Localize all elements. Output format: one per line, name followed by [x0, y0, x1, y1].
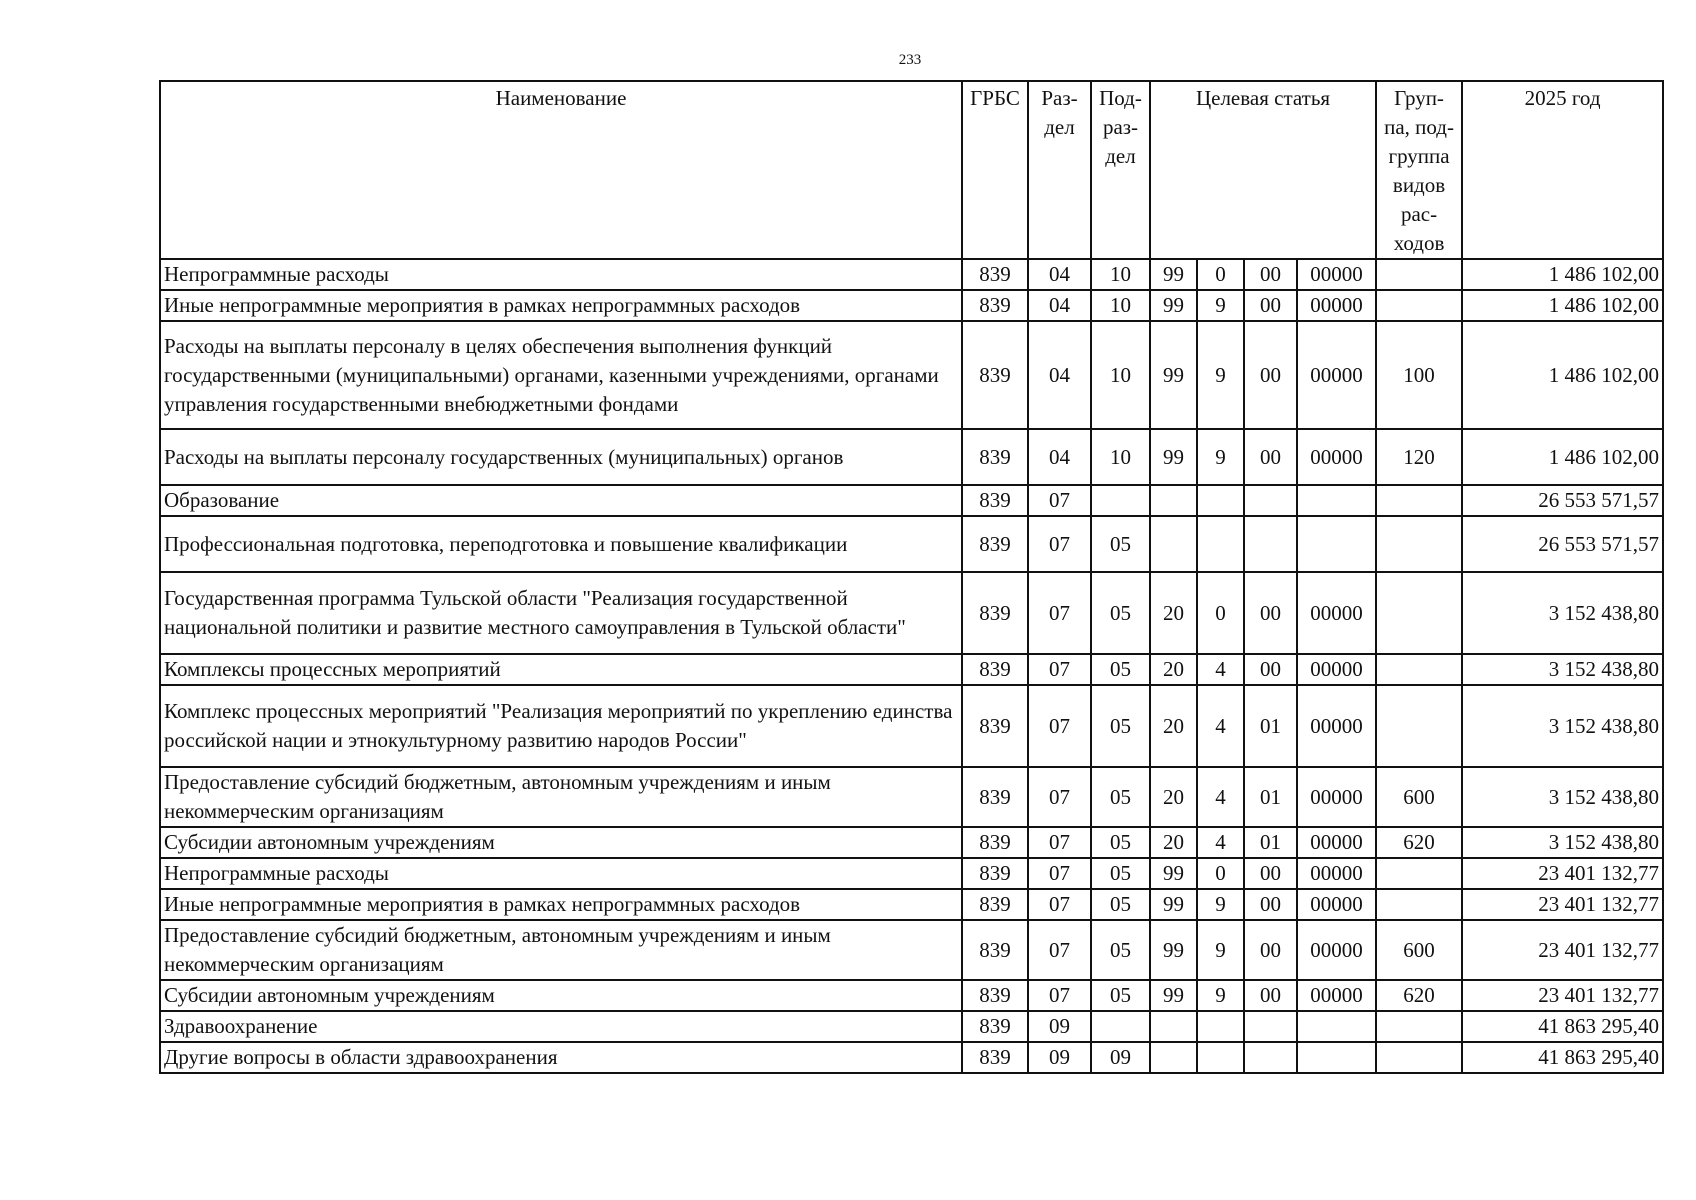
- cell-name: Профессиональная подготовка, переподготовка и повышение квалификации: [160, 516, 962, 572]
- cell-name: Предоставление субсидий бюджетным, автономным учреждениям и иным некоммерческим организациям: [160, 767, 962, 827]
- cell-target-program: 99: [1150, 429, 1197, 485]
- cell-target-program: 20: [1150, 572, 1197, 654]
- cell-target-subprogram: 00: [1244, 889, 1297, 920]
- cell-grbs: 839: [962, 572, 1028, 654]
- cell-target-direction: [1297, 1011, 1376, 1042]
- cell-expense-group: 100: [1376, 321, 1462, 429]
- cell-target-type: 4: [1197, 827, 1244, 858]
- cell-target-type: [1197, 485, 1244, 516]
- cell-podrazdel: 05: [1091, 827, 1150, 858]
- cell-expense-group: [1376, 290, 1462, 321]
- cell-expense-group: [1376, 654, 1462, 685]
- cell-grbs: 839: [962, 654, 1028, 685]
- cell-name: Непрограммные расходы: [160, 259, 962, 290]
- cell-podrazdel: 10: [1091, 321, 1150, 429]
- table-row: [160, 767, 1663, 827]
- cell-name: Субсидии автономным учреждениям: [160, 980, 962, 1011]
- cell-target-program: 20: [1150, 654, 1197, 685]
- cell-expense-group: [1376, 485, 1462, 516]
- cell-target-subprogram: 00: [1244, 654, 1297, 685]
- table-row: [160, 920, 1663, 980]
- cell-name: Образование: [160, 485, 962, 516]
- cell-name: Иные непрограммные мероприятия в рамках непрограммных расходов: [160, 889, 962, 920]
- cell-expense-group: [1376, 858, 1462, 889]
- cell-podrazdel: 05: [1091, 920, 1150, 980]
- cell-target-program: 99: [1150, 259, 1197, 290]
- cell-amount: 23 401 132,77: [1462, 920, 1663, 980]
- cell-amount: 3 152 438,80: [1462, 654, 1663, 685]
- cell-name: Здравоохранение: [160, 1011, 962, 1042]
- cell-podrazdel: 10: [1091, 290, 1150, 321]
- cell-amount: 1 486 102,00: [1462, 429, 1663, 485]
- table-row: [160, 889, 1663, 920]
- cell-target-type: 9: [1197, 920, 1244, 980]
- cell-grbs: 839: [962, 767, 1028, 827]
- cell-podrazdel: 05: [1091, 980, 1150, 1011]
- cell-amount: 23 401 132,77: [1462, 980, 1663, 1011]
- cell-expense-group: 620: [1376, 980, 1462, 1011]
- cell-name: Иные непрограммные мероприятия в рамках непрограммных расходов: [160, 290, 962, 321]
- page-number: 233: [898, 52, 922, 68]
- cell-razdel: 07: [1028, 980, 1091, 1011]
- cell-target-direction: 00000: [1297, 685, 1376, 767]
- cell-name: Комплекс процессных мероприятий "Реализация мероприятий по укреплению единства российской нации и этнокультурному развитию народов России": [160, 685, 962, 767]
- cell-razdel: 07: [1028, 767, 1091, 827]
- cell-target-subprogram: 00: [1244, 429, 1297, 485]
- cell-razdel: 04: [1028, 321, 1091, 429]
- cell-amount: 26 553 571,57: [1462, 516, 1663, 572]
- cell-target-direction: 00000: [1297, 767, 1376, 827]
- cell-razdel: 09: [1028, 1042, 1091, 1073]
- cell-amount: 23 401 132,77: [1462, 889, 1663, 920]
- cell-razdel: 07: [1028, 516, 1091, 572]
- cell-target-program: [1150, 1042, 1197, 1073]
- cell-grbs: 839: [962, 290, 1028, 321]
- table-row: [160, 485, 1663, 516]
- cell-target-direction: 00000: [1297, 572, 1376, 654]
- cell-grbs: 839: [962, 485, 1028, 516]
- cell-amount: 3 152 438,80: [1462, 827, 1663, 858]
- cell-target-type: 4: [1197, 654, 1244, 685]
- cell-amount: 41 863 295,40: [1462, 1011, 1663, 1042]
- cell-podrazdel: [1091, 485, 1150, 516]
- cell-target-subprogram: 01: [1244, 827, 1297, 858]
- cell-expense-group: 600: [1376, 920, 1462, 980]
- table-row: [160, 980, 1663, 1011]
- cell-name: Непрограммные расходы: [160, 858, 962, 889]
- header-expense-group: Груп- па, под- группа видов рас- ходов: [1376, 81, 1462, 259]
- cell-target-program: 20: [1150, 685, 1197, 767]
- cell-target-program: 99: [1150, 920, 1197, 980]
- cell-expense-group: [1376, 685, 1462, 767]
- cell-amount: 1 486 102,00: [1462, 259, 1663, 290]
- cell-amount: 41 863 295,40: [1462, 1042, 1663, 1073]
- cell-expense-group: [1376, 259, 1462, 290]
- cell-grbs: 839: [962, 980, 1028, 1011]
- cell-target-subprogram: 00: [1244, 572, 1297, 654]
- table-row: [160, 429, 1663, 485]
- cell-grbs: 839: [962, 516, 1028, 572]
- cell-podrazdel: 05: [1091, 654, 1150, 685]
- cell-razdel: 09: [1028, 1011, 1091, 1042]
- cell-target-program: 99: [1150, 889, 1197, 920]
- cell-podrazdel: 05: [1091, 516, 1150, 572]
- cell-grbs: 839: [962, 321, 1028, 429]
- cell-grbs: 839: [962, 1042, 1028, 1073]
- table-row: [160, 290, 1663, 321]
- cell-target-program: 99: [1150, 321, 1197, 429]
- budget-table: [159, 80, 1664, 1074]
- cell-amount: 3 152 438,80: [1462, 685, 1663, 767]
- cell-target-type: 0: [1197, 259, 1244, 290]
- cell-target-type: 0: [1197, 572, 1244, 654]
- table-row: [160, 1042, 1663, 1073]
- table-row: [160, 685, 1663, 767]
- cell-target-direction: 00000: [1297, 920, 1376, 980]
- cell-razdel: 07: [1028, 858, 1091, 889]
- cell-target-direction: 00000: [1297, 429, 1376, 485]
- cell-podrazdel: 09: [1091, 1042, 1150, 1073]
- cell-grbs: 839: [962, 920, 1028, 980]
- cell-podrazdel: [1091, 1011, 1150, 1042]
- cell-target-type: 0: [1197, 858, 1244, 889]
- header-grbs: ГРБС: [962, 81, 1028, 259]
- cell-target-subprogram: 01: [1244, 685, 1297, 767]
- cell-target-subprogram: 00: [1244, 290, 1297, 321]
- cell-target-direction: 00000: [1297, 827, 1376, 858]
- header-year: 2025 год: [1462, 81, 1663, 259]
- table-row: [160, 1011, 1663, 1042]
- table-row: [160, 321, 1663, 429]
- cell-target-program: [1150, 516, 1197, 572]
- table-row: [160, 827, 1663, 858]
- cell-razdel: 07: [1028, 654, 1091, 685]
- cell-podrazdel: 05: [1091, 889, 1150, 920]
- cell-target-type: 4: [1197, 767, 1244, 827]
- cell-target-type: 9: [1197, 980, 1244, 1011]
- cell-target-program: [1150, 485, 1197, 516]
- cell-target-program: 99: [1150, 980, 1197, 1011]
- cell-expense-group: [1376, 889, 1462, 920]
- cell-expense-group: [1376, 1011, 1462, 1042]
- cell-razdel: 04: [1028, 290, 1091, 321]
- cell-amount: 3 152 438,80: [1462, 767, 1663, 827]
- cell-grbs: 839: [962, 827, 1028, 858]
- table-row: [160, 654, 1663, 685]
- cell-expense-group: 120: [1376, 429, 1462, 485]
- cell-target-type: 4: [1197, 685, 1244, 767]
- cell-target-type: 9: [1197, 290, 1244, 321]
- cell-target-direction: 00000: [1297, 654, 1376, 685]
- cell-target-type: [1197, 1042, 1244, 1073]
- cell-target-subprogram: 00: [1244, 321, 1297, 429]
- cell-expense-group: [1376, 1042, 1462, 1073]
- cell-razdel: 04: [1028, 259, 1091, 290]
- cell-target-subprogram: 00: [1244, 259, 1297, 290]
- cell-razdel: 07: [1028, 920, 1091, 980]
- table-row: [160, 516, 1663, 572]
- cell-expense-group: 600: [1376, 767, 1462, 827]
- cell-expense-group: 620: [1376, 827, 1462, 858]
- cell-grbs: 839: [962, 429, 1028, 485]
- cell-razdel: 04: [1028, 429, 1091, 485]
- cell-grbs: 839: [962, 259, 1028, 290]
- cell-target-subprogram: [1244, 516, 1297, 572]
- cell-razdel: 07: [1028, 889, 1091, 920]
- cell-grbs: 839: [962, 889, 1028, 920]
- cell-target-type: 9: [1197, 321, 1244, 429]
- cell-target-direction: 00000: [1297, 259, 1376, 290]
- cell-podrazdel: 05: [1091, 685, 1150, 767]
- cell-target-program: 99: [1150, 290, 1197, 321]
- cell-name: Расходы на выплаты персоналу государственных (муниципальных) органов: [160, 429, 962, 485]
- cell-podrazdel: 05: [1091, 767, 1150, 827]
- cell-name: Комплексы процессных мероприятий: [160, 654, 962, 685]
- cell-target-direction: [1297, 485, 1376, 516]
- cell-target-subprogram: [1244, 1011, 1297, 1042]
- cell-name: Другие вопросы в области здравоохранения: [160, 1042, 962, 1073]
- cell-target-subprogram: 00: [1244, 920, 1297, 980]
- cell-grbs: 839: [962, 685, 1028, 767]
- cell-razdel: 07: [1028, 572, 1091, 654]
- cell-amount: 3 152 438,80: [1462, 572, 1663, 654]
- cell-amount: 1 486 102,00: [1462, 290, 1663, 321]
- cell-target-subprogram: 01: [1244, 767, 1297, 827]
- cell-target-type: 9: [1197, 429, 1244, 485]
- cell-target-direction: [1297, 1042, 1376, 1073]
- cell-amount: 1 486 102,00: [1462, 321, 1663, 429]
- table-row: [160, 858, 1663, 889]
- cell-amount: 23 401 132,77: [1462, 858, 1663, 889]
- cell-target-direction: 00000: [1297, 290, 1376, 321]
- cell-target-type: 9: [1197, 889, 1244, 920]
- cell-grbs: 839: [962, 1011, 1028, 1042]
- header-target-article: Целевая статья: [1150, 81, 1376, 259]
- table-row: [160, 259, 1663, 290]
- cell-razdel: 07: [1028, 485, 1091, 516]
- cell-target-type: [1197, 516, 1244, 572]
- cell-target-direction: 00000: [1297, 858, 1376, 889]
- cell-target-program: [1150, 1011, 1197, 1042]
- cell-razdel: 07: [1028, 827, 1091, 858]
- cell-podrazdel: 05: [1091, 858, 1150, 889]
- header-razdel: Раз- дел: [1028, 81, 1091, 259]
- cell-name: Расходы на выплаты персоналу в целях обеспечения выполнения функций государственными (муниципальными) органами, казенными учреждениями, органами управления государственными внебюджетными фондами: [160, 321, 962, 429]
- cell-expense-group: [1376, 516, 1462, 572]
- cell-target-direction: [1297, 516, 1376, 572]
- cell-target-direction: 00000: [1297, 321, 1376, 429]
- cell-target-subprogram: 00: [1244, 858, 1297, 889]
- cell-target-program: 99: [1150, 858, 1197, 889]
- cell-target-subprogram: [1244, 485, 1297, 516]
- cell-target-subprogram: [1244, 1042, 1297, 1073]
- cell-podrazdel: 05: [1091, 572, 1150, 654]
- cell-razdel: 07: [1028, 685, 1091, 767]
- cell-grbs: 839: [962, 858, 1028, 889]
- cell-target-program: 20: [1150, 767, 1197, 827]
- cell-target-type: [1197, 1011, 1244, 1042]
- header-podrazdel: Под- раз- дел: [1091, 81, 1150, 259]
- cell-expense-group: [1376, 572, 1462, 654]
- table-header-row: [160, 81, 1663, 259]
- cell-target-program: 20: [1150, 827, 1197, 858]
- header-name: Наименование: [160, 81, 962, 259]
- cell-name: Государственная программа Тульской области "Реализация государственной национальной политики и развитие местного самоуправления в Тульской области": [160, 572, 962, 654]
- cell-target-direction: 00000: [1297, 889, 1376, 920]
- cell-target-direction: 00000: [1297, 980, 1376, 1011]
- table-row: [160, 572, 1663, 654]
- cell-amount: 26 553 571,57: [1462, 485, 1663, 516]
- cell-podrazdel: 10: [1091, 429, 1150, 485]
- cell-name: Предоставление субсидий бюджетным, автономным учреждениям и иным некоммерческим организациям: [160, 920, 962, 980]
- cell-target-subprogram: 00: [1244, 980, 1297, 1011]
- cell-name: Субсидии автономным учреждениям: [160, 827, 962, 858]
- cell-podrazdel: 10: [1091, 259, 1150, 290]
